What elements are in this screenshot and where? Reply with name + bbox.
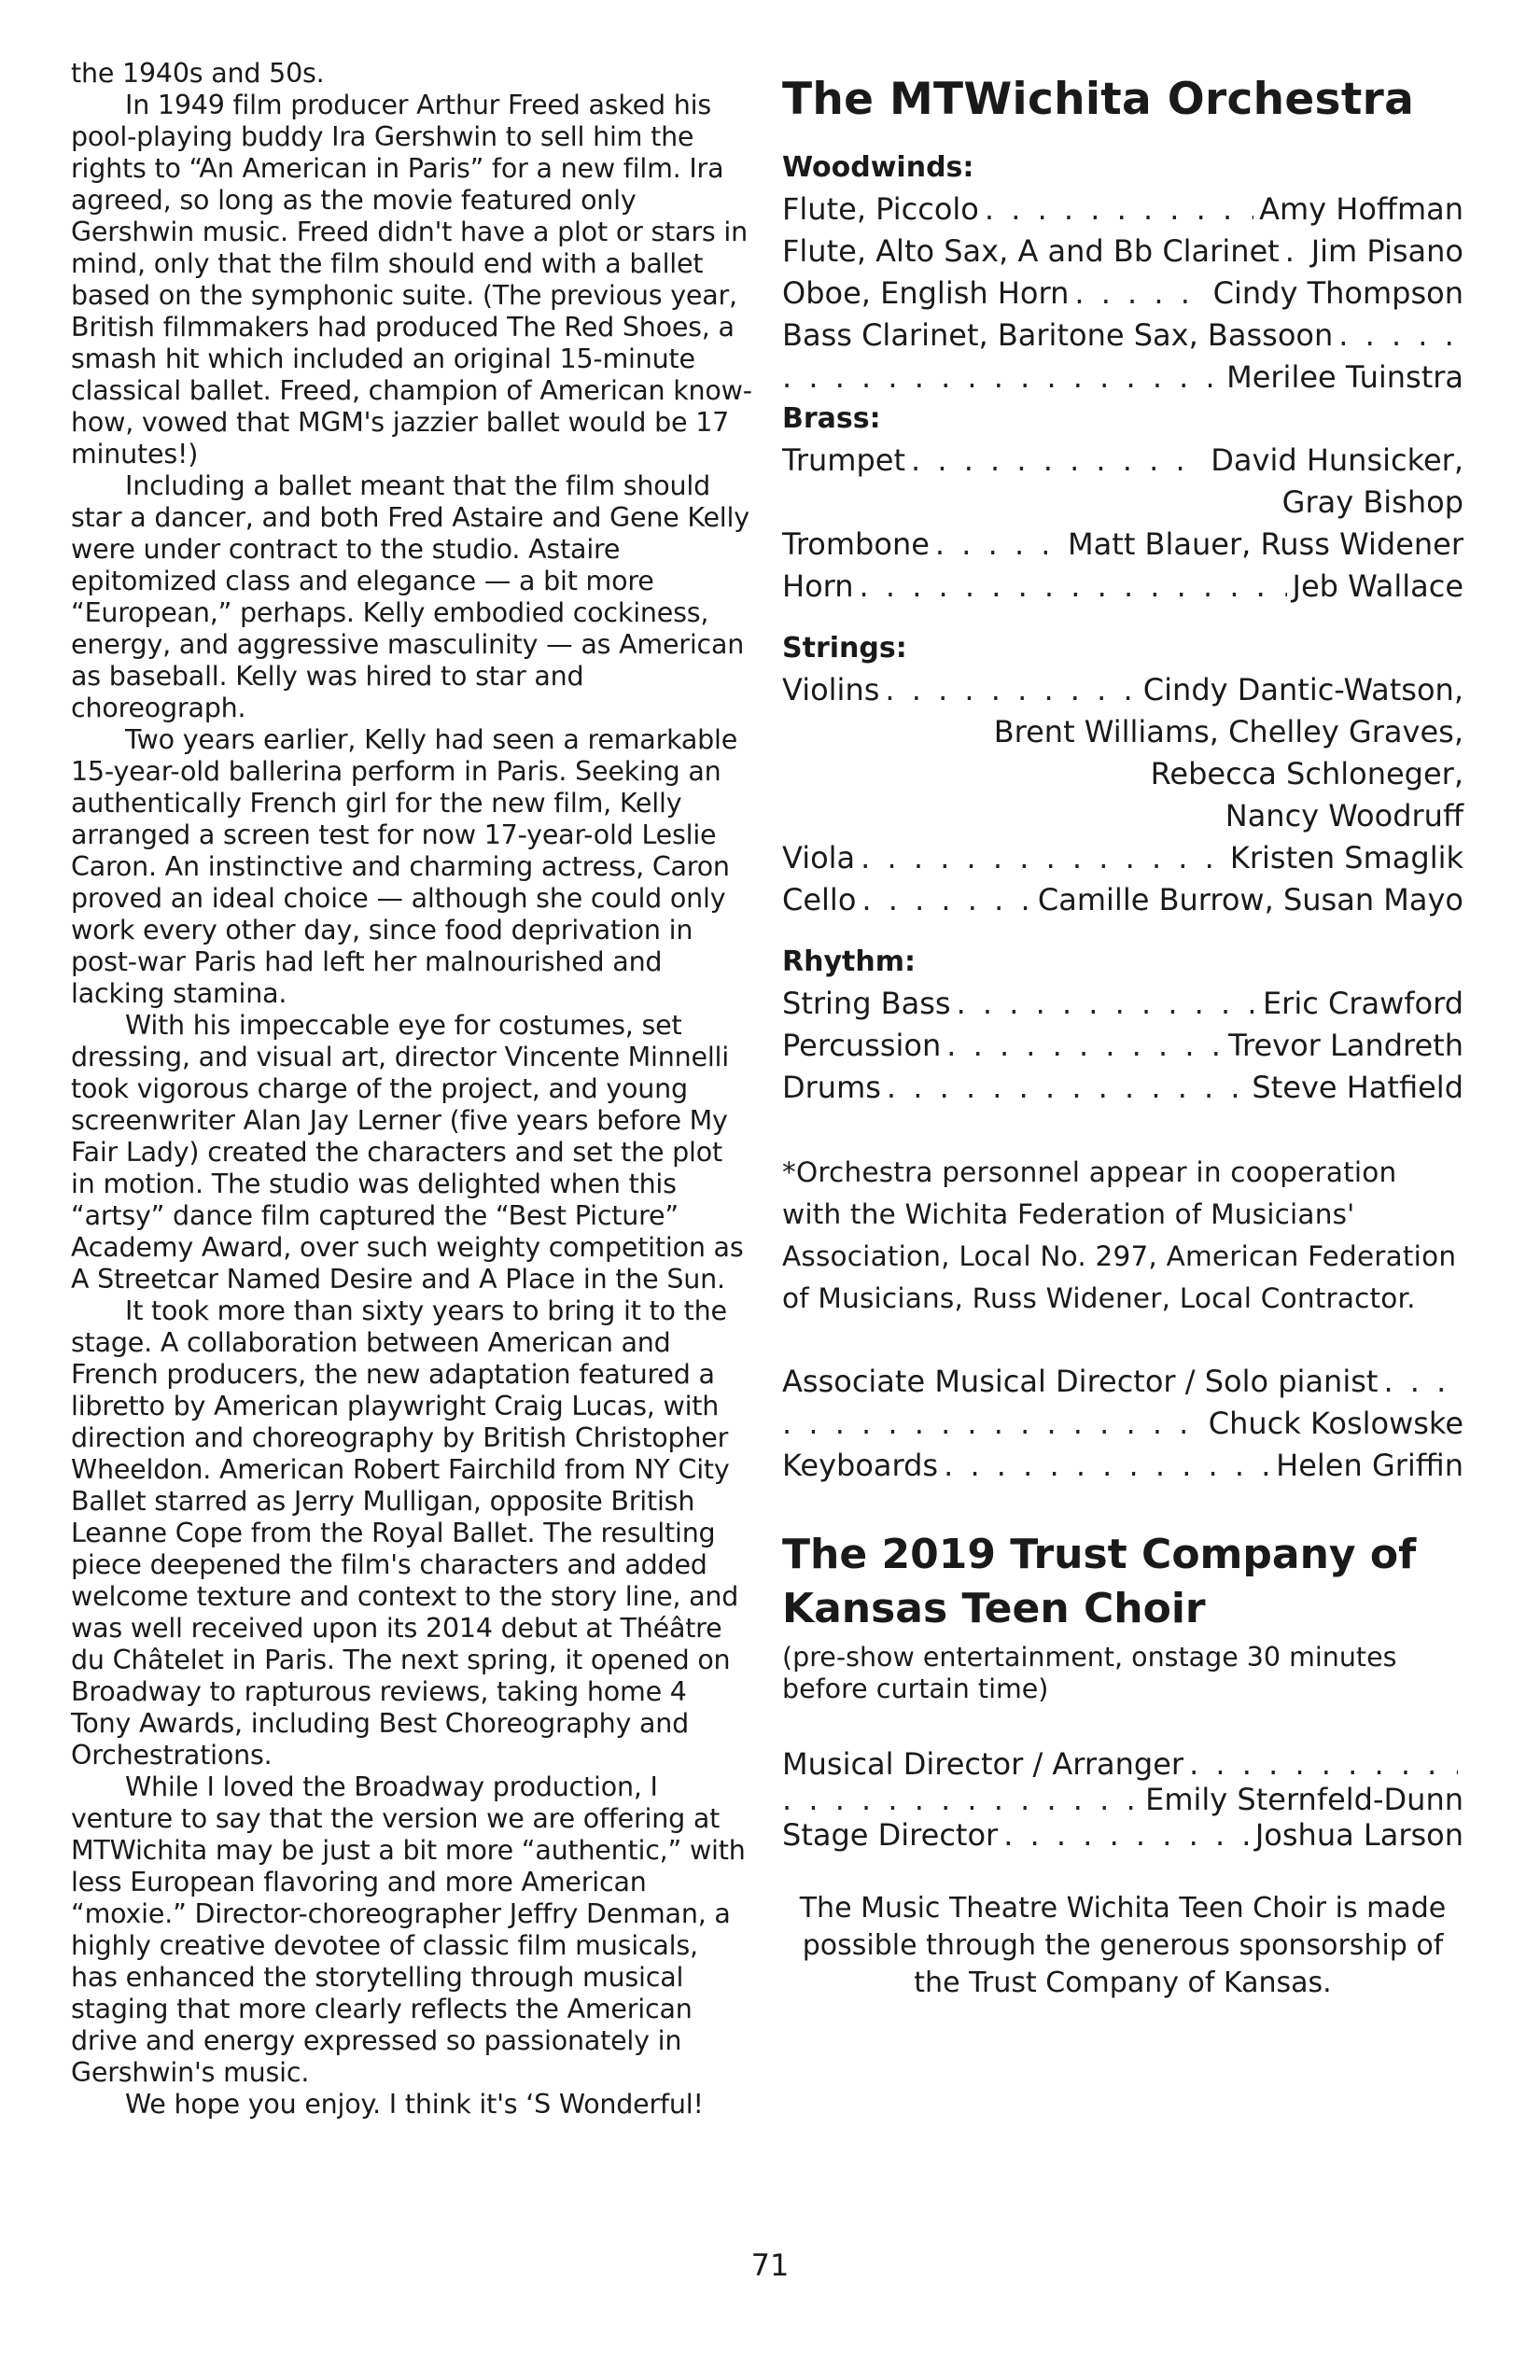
credit-row [782,837,1463,879]
credit-row [782,231,1463,273]
leader-dots [782,357,1221,399]
role: Associate Musical Director / Solo pianist [782,1364,1379,1399]
player-continued: Gray Bishop [1281,484,1463,520]
credit-row [782,524,1463,566]
player: Merilee Tuinstra [1226,359,1463,395]
staff-row-continued [782,1782,1463,1817]
staff-row [782,1445,1463,1487]
article-paragraph: With his impeccable eye for costumes, set dressing, and visual art, director Vincente Minnelli took vigorous charge of the project, and young screenwriter Alan Jay Lerner (five years before My Fair Lady) created the characters and set the plot in motion. The studio was delighted when this “artsy” dance film captured the “Best Picture” Academy Award, over such weighty competition as A Streetcar Named Desire and A Place in the Sun. [71,1010,744,1295]
instrument: Bass Clarinet, Baritone Sax, Bassoon [782,317,1334,353]
leader-dots [887,1067,1246,1109]
staff-row [782,1361,1463,1403]
personnel-note: *Orchestra personnel appear in cooperation with the Wichita Federation of Musicians' Association, Local No. 297, American Federation of Musicians, Russ Widener, Local Contractor. [782,1156,1457,1314]
leader-dots [1003,1817,1250,1853]
credit-row [782,273,1463,315]
role: Musical Director / Arranger [782,1746,1184,1782]
credit-row [782,566,1463,608]
leader-dots [957,983,1257,1025]
leader-dots [782,1782,1140,1817]
player: Trevor Landreth [1228,1028,1463,1063]
choir-staff [782,1746,1463,1853]
leader-dots [860,566,1287,608]
leader-dots [1189,1746,1458,1782]
player: Matt Blauer, Russ Widener [1068,526,1463,562]
leader-dots [885,669,1137,711]
leader-dots [911,440,1205,482]
player: Camille Burrow, Susan Mayo [1037,882,1463,917]
instrument: Cello [782,882,857,917]
woodwinds-heading: Woodwinds: [782,151,974,184]
instrument: String Bass [782,986,951,1021]
choir-title [782,1528,1463,1636]
leader-dots [1074,273,1207,315]
player-continued: Nancy Woodruff [1225,798,1463,833]
sponsor-note: The Music Theatre Wichita Teen Choir is made possible through the generous sponsorship of the Trust Company of Kansas. [799,1892,1447,1999]
article-paragraph: It took more than sixty years to bring it to the stage. A collaboration between American and French producers, the new adaptation featured a libretto by American playwright Craig Lucas, with direction and choreography by British Christopher Wheeldon. American Robert Fairchild from NY City Ballet starred as Jerry Mulligan, opposite British Leanne Cope from the Royal Ballet. The resulting piece deepened the film's characters and added welcome texture and context to the story line, and was well received upon its 2014 debut at Théâtre du Châtelet in Paris. The next spring, it opened on Broadway to rapturous reviews, taking home 4 Tony Awards, including Best Choreography and Orchestrations. [71,1295,739,1771]
instrument: Flute, Piccolo [782,191,979,227]
credits-column [782,73,1463,2002]
choir-title-line: Kansas Teen Choir [782,1585,1206,1632]
role: Stage Director [782,1817,999,1853]
leader-dots [861,879,1032,921]
choir-title-line: The 2019 Trust Company of [782,1531,1417,1578]
leader-dots [935,524,1062,566]
article-paragraph: In 1949 film producer Arthur Freed asked his pool-playing buddy Ira Gershwin to sell him the rights to “An American in Paris” for a new film. Ira agreed, so long as the movie featured only Gershwin music. Freed didn't have a plot or stars in mind, only that the film should end with a ballet based on the symphonic suite. (The previous year, British filmmakers had produced The Red Shoes, a smash hit which included an original 15-minute classical ballet. Freed, champion of American know-how, vowed that MGM's jazzier ballet would be 17 minutes!) [71,90,752,469]
instrument: Viola [782,840,856,875]
credit-row [782,669,1463,711]
credit-row [782,983,1463,1025]
person: Chuck Koslowske [1208,1406,1463,1441]
player: Steve Hatfield [1252,1070,1463,1105]
article-paragraph: We hope you enjoy. I think it's ‘S Wonderful! [125,2089,704,2120]
role: Keyboards [782,1448,939,1483]
person: Emily Sternfeld-Dunn [1145,1782,1463,1817]
credit-row [782,315,1463,357]
credit-row-continued [782,357,1463,399]
instrument: Trumpet [782,442,905,478]
player: Cindy Thompson [1212,275,1463,311]
article-column [71,58,752,2121]
person: Joshua Larson [1254,1817,1463,1853]
rhythm-heading: Rhythm: [782,945,916,978]
leader-dots [1383,1361,1458,1403]
staff-row [782,1817,1463,1853]
brass-heading: Brass: [782,402,881,435]
instrument: Horn [782,568,854,604]
credit-row [782,189,1463,231]
player-continued: Rebecca Schloneger, [1150,756,1463,791]
player-continued: Brent Williams, Chelley Graves, [993,714,1463,749]
player: Jim Pisano [1310,233,1463,269]
staff-row-continued [782,1403,1463,1445]
leader-dots [944,1445,1270,1487]
page-number: 71 [750,2247,790,2283]
credit-row [782,1025,1463,1067]
leader-dots [1285,231,1306,273]
leader-dots [782,1403,1203,1445]
player: Cindy Dantic-Watson, [1142,672,1463,707]
article-paragraph: While I loved the Broadway production, I venture to say that the version we are offering at MTWichita may be just a bit more “authentic,” with less European flavoring and more American “moxie.” Director-choreographer Jeffry Denman, a highly creative devotee of classic film musicals, has enhanced the storytelling through musical staging that more clearly reflects the American drive and energy expressed so passionately in Gershwin's music. [71,1771,746,2088]
strings-heading: Strings: [782,632,907,665]
player: Jeb Wallace [1292,568,1463,604]
article-paragraph: Two years earlier, Kelly had seen a remarkable 15-year-old ballerina perform in Paris. Seeking an authentically French girl for the new film, Kelly arranged a screen test for now 17-year-old Leslie Caron. An instinctive and charming actress, Caron proved an ideal choice — although she could only work every other day, since food deprivation in post-war Paris had left her malnourished and lacking stamina. [71,724,738,1009]
person: Helen Griffin [1276,1448,1463,1483]
leader-dots [1338,315,1458,357]
choir-subtitle: (pre-show entertainment, onstage 30 minutes before curtain time) [782,1642,1397,1704]
staff-row [782,1746,1463,1782]
instrument: Percussion [782,1028,942,1063]
player: Amy Hoffman [1259,191,1463,227]
instrument: Drums [782,1070,881,1105]
player: David Hunsicker, [1211,442,1463,478]
credit-row [782,440,1463,482]
player: Kristen Smaglik [1229,840,1463,875]
leader-dots [985,189,1253,231]
credit-row [782,1067,1463,1109]
player: Eric Crawford [1262,986,1463,1021]
instrument: Trombone [782,526,930,562]
article-paragraph: the 1940s and 50s. [71,58,325,89]
article-paragraph: Including a ballet meant that the film should star a dancer, and both Fred Astaire and Gene Kelly were under contract to the studio. Astaire epitomized class and elegance — a bit more “European,” perhaps. Kelly embodied cockiness, energy, and aggressive masculinity — as American as baseball. Kelly was hired to star and choreograph. [71,470,749,723]
leader-dots [861,837,1225,879]
leader-dots [946,1025,1223,1067]
instrument: Flute, Alto Sax, A and Bb Clarinet [782,233,1280,269]
credit-row [782,879,1463,921]
instrument: Violins [782,672,880,707]
orchestra-title: The MTWichita Orchestra [782,74,1415,125]
instrument: Oboe, English Horn [782,275,1070,311]
